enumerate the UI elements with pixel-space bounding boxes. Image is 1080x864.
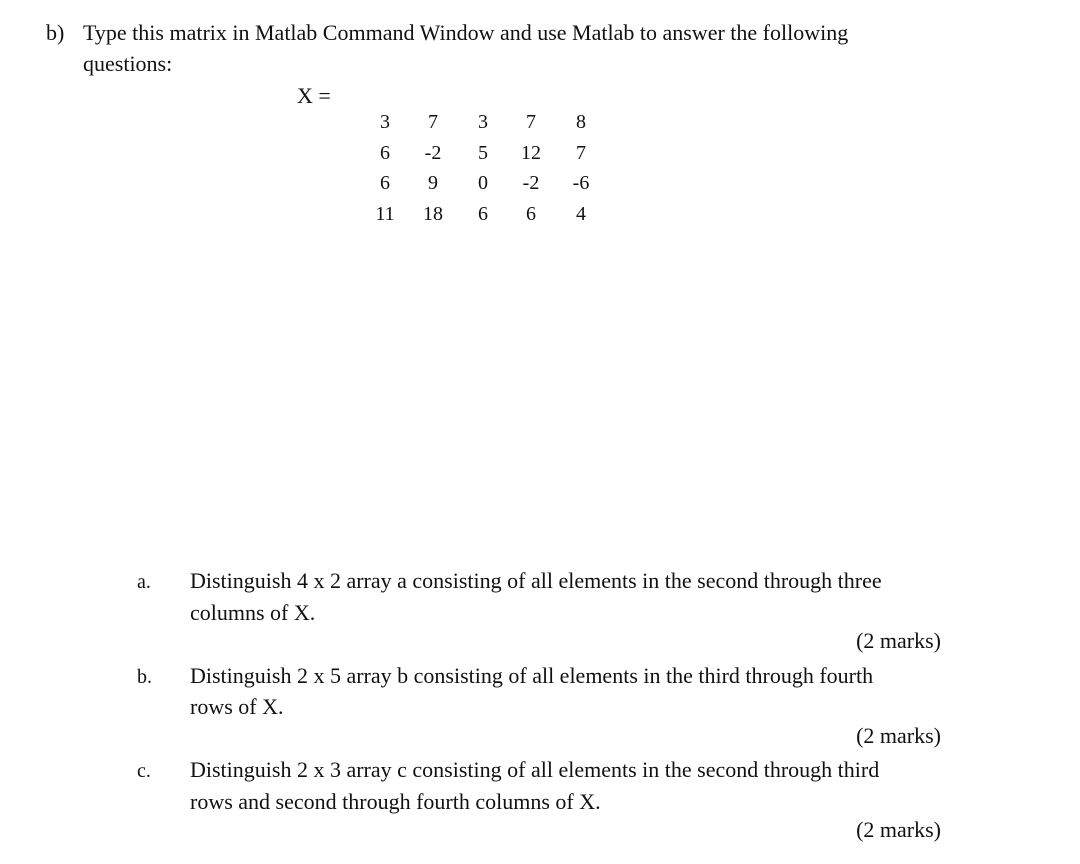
marks-label: (2 marks) <box>856 817 941 842</box>
question-letter: a. <box>137 571 151 593</box>
matrix-cell: 7 <box>576 142 586 164</box>
question-text-line-1: Distinguish 4 x 2 array a consisting of all elements in the second through three <box>190 568 882 593</box>
matrix-cell: 6 <box>478 203 488 225</box>
marks-label: (2 marks) <box>856 723 941 748</box>
question-text-line-1: Distinguish 2 x 5 array b consisting of all elements in the third through fourth <box>190 663 874 688</box>
matrix-cell: 6 <box>526 203 536 225</box>
question-letter: b. <box>137 666 152 688</box>
matrix-cell: 3 <box>380 111 390 133</box>
matrix-cell: 6 <box>380 142 390 164</box>
section-instruction-line-1: Type this matrix in Matlab Command Window and use Matlab to answer the following <box>83 20 849 45</box>
matrix-cell: 3 <box>478 111 488 133</box>
matrix-cell: 8 <box>576 111 586 133</box>
matrix-cell: 6 <box>380 172 390 194</box>
matrix-label: X = <box>297 83 331 108</box>
question-text-line-1: Distinguish 2 x 3 array c consisting of all elements in the second through third <box>190 757 880 782</box>
matrix-cell: -6 <box>572 172 590 194</box>
matrix-cell: 11 <box>375 203 395 225</box>
question-letter: c. <box>137 760 151 782</box>
matrix-cell: 5 <box>478 142 488 164</box>
question-text-line-2: columns of X. <box>190 600 316 625</box>
matrix-cell: -2 <box>424 142 442 164</box>
matrix-cell: 4 <box>576 203 586 225</box>
section-label: b) <box>46 20 65 45</box>
matrix-cell: 12 <box>521 142 541 164</box>
matrix-cell: 7 <box>526 111 536 133</box>
matrix-cell: 18 <box>423 203 443 225</box>
matrix-cell: -2 <box>522 172 540 194</box>
marks-label: (2 marks) <box>856 628 941 653</box>
question-text-line-2: rows of X. <box>190 694 284 719</box>
matrix-cell: 7 <box>428 111 438 133</box>
matrix-cell: 9 <box>428 172 438 194</box>
question-text-line-2: rows and second through fourth columns of X. <box>190 789 601 814</box>
matrix-cell: 0 <box>478 172 488 194</box>
section-instruction-line-2: questions: <box>83 51 173 76</box>
